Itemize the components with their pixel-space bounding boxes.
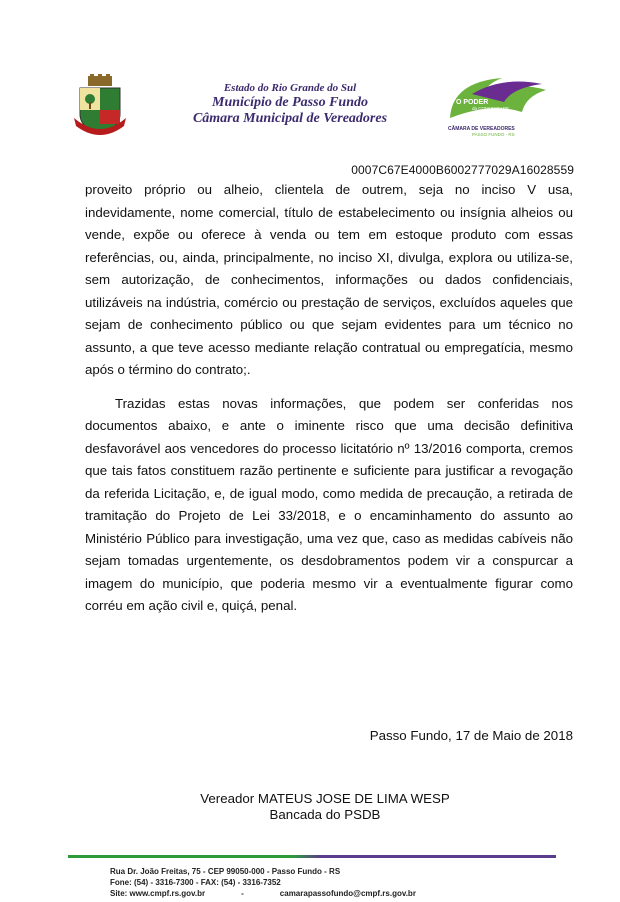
letterhead-state: Estado do Rio Grande do Sul — [223, 82, 357, 94]
letterhead — [160, 82, 420, 127]
paragraph: Trazidas estas novas informações, que podem ser conferidas nos documentos abaixo, e ante o iminente risco que uma decisão definitiva desfavorável aos vencedores do processo licitatório nº 13/2016 comporta, cremos que tais fatos constituem razão pertinente e suficiente para justificar a revogação da referida Licitação, e, de igual modo, como medida de precaução, a retirada de tramitação do Projeto de Lei 33/2018, e o encaminhamento do assunto ao Ministério Público para investigação, uma vez que, caso as medidas cabíveis não sejam tomadas urgentemente, os desdobramentos podem vir a conspurcar a imagem do município, que poderia mesmo vir a eventualmente figurar como corréu em ação civil e, quiçá, penal. — [85, 395, 573, 613]
letterhead-chamber: Câmara Municipal de Vereadores — [192, 111, 388, 126]
letterhead-municipality: Município de Passo Fundo — [212, 95, 368, 110]
logo-text-inst: CÂMARA DE VEREADORES — [448, 126, 515, 132]
footer-site[interactable]: Site: www.cmpf.rs.gov.br — [110, 889, 206, 898]
footer-address: Rua Dr. João Freitas, 75 - CEP 99050-000 - Passo Fundo - RS — [110, 867, 341, 876]
document-body — [85, 179, 573, 618]
coat-of-arms-icon — [72, 74, 128, 138]
logo-text-main: O PODER — [456, 99, 489, 106]
signature-name: Vereador MATEUS JOSE DE LIMA WESP — [200, 791, 450, 806]
footer-divider — [68, 855, 556, 858]
logo-text-sub: da COMUNIDADE — [472, 106, 510, 111]
chamber-logo-icon — [442, 72, 552, 142]
signature-party: Bancada do PSDB — [269, 807, 381, 822]
date-line: Passo Fundo, 17 de Maio de 2018 — [369, 728, 573, 743]
footer-separator: - — [241, 889, 244, 898]
document-code: 0007C67E4000B6002777029A16028559 — [351, 163, 574, 177]
footer-email[interactable]: camarapassofundo@cmpf.rs.gov.br — [279, 889, 416, 898]
footer — [110, 866, 416, 899]
paragraph: proveito próprio ou alheio, clientela de outrem, seja no inciso V usa, indevidamente, nome comercial, título de estabelecimento ou insígnia alheios ou vende, expõe ou oferece à venda ou tem em estoque produto com essas referências, ou, ainda, principalmente, no inciso XI, divulga, explora ou utiliza-se, sem autorização, de conhecimentos, informações ou dados confidenciais, utilizáveis na indústria, comércio ou prestação de serviços, excluídos aqueles que sejam de conhecimento público ou que sejam evidentes para um técnico no assunto, a que teve acesso mediante relação contratual ou empregatícia, mesmo após o término do contrato;. — [85, 182, 573, 377]
logo-text-city: PASSO FUNDO - RS — [472, 132, 515, 137]
footer-phone: Fone: (54) - 3316-7300 - FAX: (54) - 3316-7352 — [110, 878, 281, 887]
signature-block — [190, 791, 460, 823]
